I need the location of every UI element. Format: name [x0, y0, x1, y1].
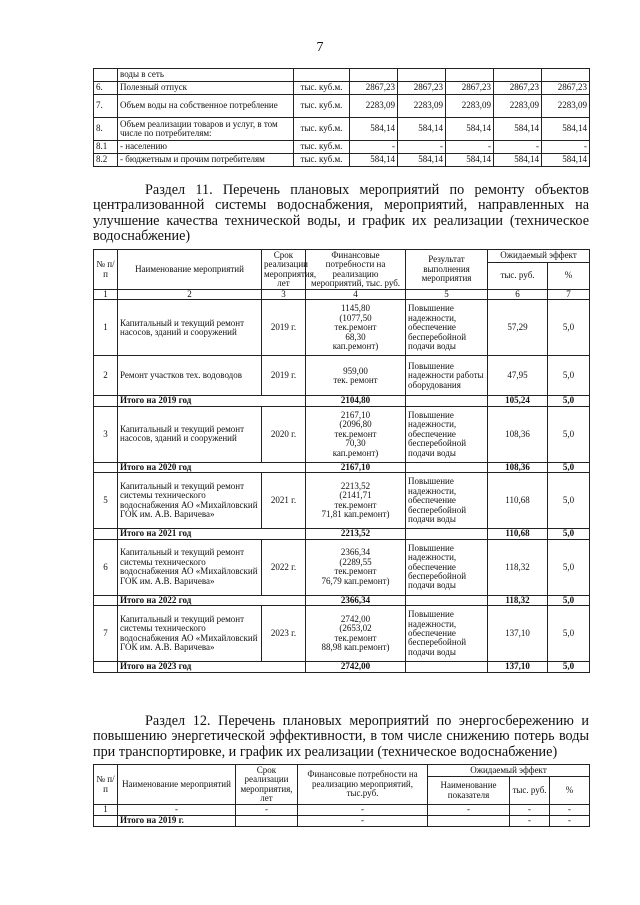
row-number: 5: [94, 473, 118, 529]
row-name: Объем реализации товаров и услуг, в том числе по потребителям:: [118, 118, 294, 141]
row-number: 2: [94, 356, 118, 396]
column-number: 6: [488, 290, 548, 300]
total-finance: 2167,10: [306, 462, 406, 472]
row-number: 3: [94, 406, 118, 462]
row-finance: 2366,34 (2289,55 тек.ремонт 76,79 кап.ремонт): [306, 539, 406, 595]
table-row: [94, 118, 590, 141]
row-name: Капитальный и текущий ремонт системы технического водоснабжения АО «Михайловский ГОК им. А.В. Варичева»: [118, 473, 262, 529]
header-no: № п/п: [94, 250, 118, 290]
total-label: Итого на 2023 год: [118, 662, 306, 672]
row-value: 584,14: [494, 154, 542, 167]
t12-header-pct: %: [550, 777, 590, 805]
t12-total-label: Итого на 2019 г.: [118, 816, 236, 827]
row-value: 584,14: [542, 154, 590, 167]
row-value: 2283,09: [398, 95, 446, 118]
row-number: 6.: [94, 82, 118, 95]
table-row: [94, 406, 590, 462]
row-unit: тыс. куб.м.: [294, 141, 350, 154]
row-value: 2867,23: [446, 82, 494, 95]
total-rub: 105,24: [488, 396, 548, 406]
total-row: [94, 396, 590, 406]
row-value: 2867,23: [350, 82, 398, 95]
row-term: 2023 г.: [262, 606, 306, 662]
row-term: 2019 г.: [262, 300, 306, 356]
row-number: 1: [94, 300, 118, 356]
row-value: 2867,23: [398, 82, 446, 95]
row-name: - населению: [118, 141, 294, 154]
row-finance: 2213,52 (2141,71 тек.ремонт 71,81 кап.ремонт): [306, 473, 406, 529]
t12-header-indicator: Наименование показателя: [428, 777, 510, 805]
t12-row1-no: 1: [94, 805, 118, 816]
row-value: 2283,09: [446, 95, 494, 118]
row-name: Объем воды на собственное потребление: [118, 95, 294, 118]
row-value: -: [542, 141, 590, 154]
total-label: Итого на 2022 год: [118, 595, 306, 605]
header-term: Срок реализации мероприятия, лет: [262, 250, 306, 290]
table-row: [94, 606, 590, 662]
total-label: Итого на 2020 год: [118, 462, 306, 472]
row-result: Повышение надежности, обеспечение бесперебойной подачи воды: [406, 606, 488, 662]
row-name: Капитальный и текущий ремонт системы технического водоснабжения АО «Михайловский ГОК им. А.В. Варичева»: [118, 606, 262, 662]
table-row: [94, 82, 590, 95]
row-rub: 137,10: [488, 606, 548, 662]
total-rub: 108,36: [488, 462, 548, 472]
total-finance: 2742,00: [306, 662, 406, 672]
row-finance: 2167,10 (2096,80 тек.ремонт 70,30 кап.ремонт): [306, 406, 406, 462]
total-rub: 118,32: [488, 595, 548, 605]
t12-header-finance: Финансовые потребности на реализацию мероприятий, тыс.руб.: [298, 765, 428, 805]
table-row: [94, 69, 590, 82]
row-pct: 5,0: [548, 300, 590, 356]
t12-row1-term: -: [236, 805, 298, 816]
row-rub: 47,95: [488, 356, 548, 396]
row-value: 584,14: [446, 118, 494, 141]
row-value: 2283,09: [542, 95, 590, 118]
t12-total-pct: -: [550, 816, 590, 827]
page-number: 7: [316, 40, 324, 55]
row-value: 2283,09: [494, 95, 542, 118]
row-value: 584,14: [350, 118, 398, 141]
row-value: 584,14: [446, 154, 494, 167]
row-value: 584,14: [398, 154, 446, 167]
row-value: [494, 69, 542, 82]
total-finance: 2213,52: [306, 529, 406, 539]
t12-header-no: № п/п: [94, 765, 118, 805]
row-pct: 5,0: [548, 606, 590, 662]
row-name: Капитальный и текущий ремонт насосов, зданий и сооружений: [118, 300, 262, 356]
header-effect: Ожидаемый эффект: [488, 250, 590, 263]
row-unit: тыс. куб.м.: [294, 95, 350, 118]
total-pct: 5,0: [548, 595, 590, 605]
total-label: Итого на 2021 год: [118, 529, 306, 539]
total-pct: 5,0: [548, 662, 590, 672]
total-pct: 5,0: [548, 462, 590, 472]
row-number: 7: [94, 606, 118, 662]
row-result: Повышение надежности работы оборудования: [406, 356, 488, 396]
row-number: [94, 69, 118, 82]
row-number: 8.1: [94, 141, 118, 154]
column-number: 5: [406, 290, 488, 300]
total-pct: 5,0: [548, 396, 590, 406]
row-pct: 5,0: [548, 356, 590, 396]
total-row: [94, 662, 590, 672]
section-12-title: Раздел 12. Перечень плановых мероприятий по энергосбережению и повышению энергетической эффективности, в том числе снижению потерь воды при транспортировке, и график их реализации (техническое водоснабжение): [93, 713, 589, 760]
row-result: Повышение надежности, обеспечение бесперебойной подачи воды: [406, 473, 488, 529]
row-value: [542, 69, 590, 82]
row-finance: 959,00 тек. ремонт: [306, 356, 406, 396]
total-finance: 2366,34: [306, 595, 406, 605]
row-unit: [294, 69, 350, 82]
row-term: 2019 г.: [262, 356, 306, 396]
row-value: -: [350, 141, 398, 154]
row-term: 2021 г.: [262, 473, 306, 529]
row-rub: 57,29: [488, 300, 548, 356]
row-value: 2867,23: [542, 82, 590, 95]
column-number: 2: [118, 290, 262, 300]
row-number: 8.: [94, 118, 118, 141]
row-number: 6: [94, 539, 118, 595]
row-name: Капитальный и текущий ремонт насосов, зданий и сооружений: [118, 406, 262, 462]
row-number: 7.: [94, 95, 118, 118]
row-value: [398, 69, 446, 82]
row-value: [446, 69, 494, 82]
header-finance: Финансовые потребности на реализацию мероприятий, тыс. руб.: [306, 250, 406, 290]
column-number: 7: [548, 290, 590, 300]
row-number: 8.2: [94, 154, 118, 167]
row-result: Повышение надежности, обеспечение бесперебойной подачи воды: [406, 300, 488, 356]
row-rub: 108,36: [488, 406, 548, 462]
row-value: 584,14: [398, 118, 446, 141]
row-name: Капитальный и текущий ремонт системы технического водоснабжения АО «Михайловский ГОК им. А.В. Варичева»: [118, 539, 262, 595]
t12-header-rub: тыс. руб.: [510, 777, 550, 805]
row-result: Повышение надежности, обеспечение бесперебойной подачи воды: [406, 539, 488, 595]
row-value: -: [446, 141, 494, 154]
row-unit: тыс. куб.м.: [294, 154, 350, 167]
section-11-title: Раздел 11. Перечень плановых мероприятий по ремонту объектов централизованной системы водоснабжения, мероприятий, направленных на улучшение качества технической воды, и график их реализации (техническое водоснабжение): [93, 182, 589, 244]
row-name: воды в сеть: [118, 69, 294, 82]
row-finance: 2742,00 (2653,02 тек.ремонт 88,98 кап.ремонт): [306, 606, 406, 662]
total-row: [94, 529, 590, 539]
table-row: [94, 154, 590, 167]
row-name: Полезный отпуск: [118, 82, 294, 95]
t12-total-finance: -: [298, 816, 428, 827]
total-rub: 137,10: [488, 662, 548, 672]
total-finance: 2104,80: [306, 396, 406, 406]
row-pct: 5,0: [548, 539, 590, 595]
total-label: Итого на 2019 год: [118, 396, 306, 406]
t12-row1-pct: -: [550, 805, 590, 816]
t12-header-term: Срок реализации мероприятия, лет: [236, 765, 298, 805]
row-value: -: [494, 141, 542, 154]
column-number: 1: [94, 290, 118, 300]
row-pct: 5,0: [548, 473, 590, 529]
t12-row1-finance: -: [298, 805, 428, 816]
header-name: Наименование мероприятий: [118, 250, 262, 290]
row-value: [350, 69, 398, 82]
table-row: [94, 473, 590, 529]
header-effect-rub: тыс. руб.: [488, 263, 548, 290]
row-result: Повышение надежности, обеспечение бесперебойной подачи воды: [406, 406, 488, 462]
row-name: Ремонт участков тех. водоводов: [118, 356, 262, 396]
row-value: 584,14: [494, 118, 542, 141]
row-rub: 110,68: [488, 473, 548, 529]
row-value: 2283,09: [350, 95, 398, 118]
row-unit: тыс. куб.м.: [294, 82, 350, 95]
row-value: 584,14: [350, 154, 398, 167]
water-balance-table: [93, 68, 590, 167]
row-rub: 118,32: [488, 539, 548, 595]
t12-row1-indicator: -: [428, 805, 510, 816]
repair-measures-table: [93, 249, 590, 673]
t12-header-effect: Ожидаемый эффект: [428, 765, 590, 777]
header-effect-pct: %: [548, 263, 590, 290]
energy-saving-table: [93, 764, 590, 827]
column-number: 3: [262, 290, 306, 300]
table-row: [94, 539, 590, 595]
column-number: 4: [306, 290, 406, 300]
row-name: - бюджетным и прочим потребителям: [118, 154, 294, 167]
row-value: 2867,23: [494, 82, 542, 95]
row-value: 584,14: [542, 118, 590, 141]
t12-row1-name: -: [118, 805, 236, 816]
row-unit: тыс. куб.м.: [294, 118, 350, 141]
row-term: 2020 г.: [262, 406, 306, 462]
table-row: [94, 356, 590, 396]
total-pct: 5,0: [548, 529, 590, 539]
row-value: -: [398, 141, 446, 154]
column-numbers-row: [94, 290, 590, 300]
row-pct: 5,0: [548, 406, 590, 462]
t12-total-rub: -: [510, 816, 550, 827]
table-row: [94, 95, 590, 118]
row-term: 2022 г.: [262, 539, 306, 595]
t12-row1-rub: -: [510, 805, 550, 816]
total-rub: 110,68: [488, 529, 548, 539]
row-finance: 1145,80 (1077,50 тек.ремонт 68,30 кап.ремонт): [306, 300, 406, 356]
table-row: [94, 141, 590, 154]
total-row: [94, 462, 590, 472]
total-row: [94, 595, 590, 605]
header-result: Результат выполнения мероприятия: [406, 250, 488, 290]
t12-header-name: Наименование мероприятий: [118, 765, 236, 805]
table-row: [94, 300, 590, 356]
